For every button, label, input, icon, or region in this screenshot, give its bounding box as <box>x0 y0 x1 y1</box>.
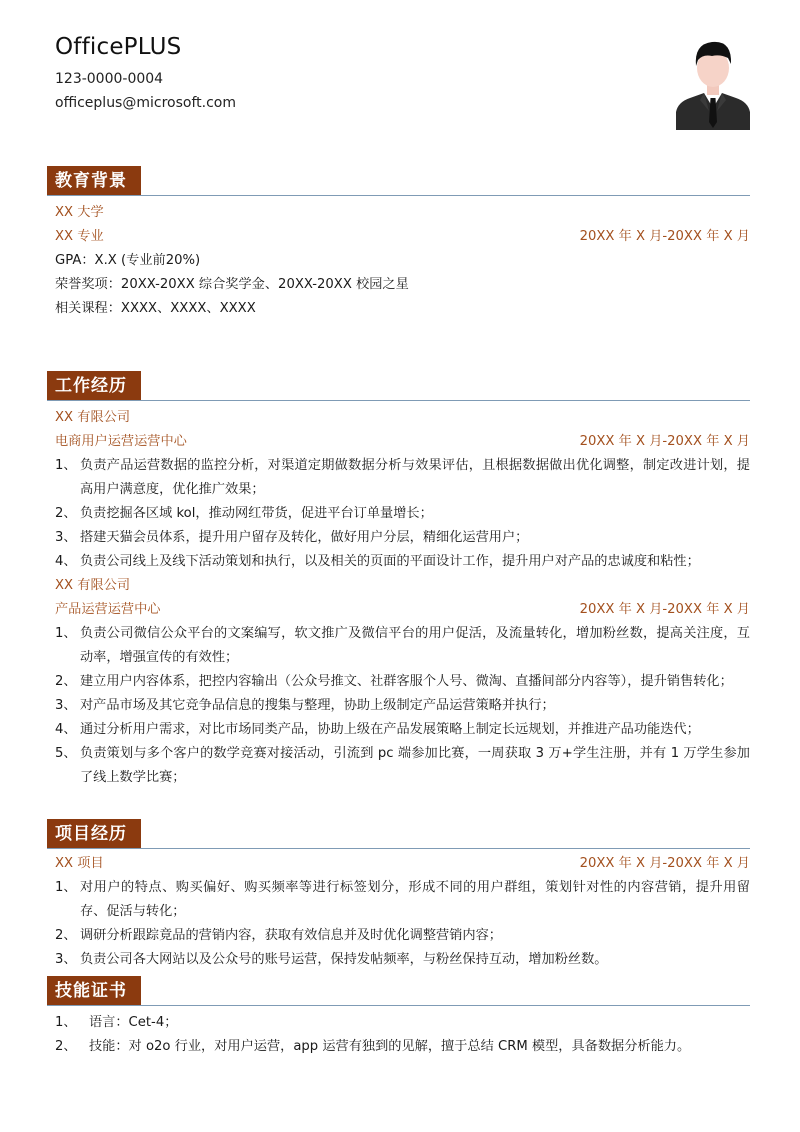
list-item: 4、 通过分析用户需求，对比市场同类产品，协助上级在产品发展策略上制定长远规划，并推进产品功能迭代； <box>55 722 700 737</box>
list-item: 2、 技能：对 o2o 行业，对用户运营，app 运营有独到的见解，擅于总结 CRM 模型，具备数据分析能力。 <box>55 1039 691 1054</box>
section-title: 项目经历 <box>47 819 141 849</box>
list-item: 4、 负责公司线上及线下活动策划和执行，以及相关的页面的平面设计工作，提升用户对产品的忠诚度和粘性； <box>55 554 700 569</box>
phone-number: 123-0000-0004 <box>55 71 164 87</box>
skills-section <box>47 976 750 1059</box>
section-title: 工作经历 <box>47 371 141 401</box>
candidate-name: OfficePLUS <box>55 34 182 60</box>
section-header <box>47 976 750 1006</box>
list-item: 1、 对用户的特点、购买偏好、购买频率等进行标签划分，形成不同的用户群组，策划针对性的内容营销，提升用留存、促活与转化； <box>55 880 750 919</box>
company-name: XX 有限公司 <box>55 578 131 593</box>
work-section <box>47 371 750 790</box>
education-section <box>47 166 750 321</box>
job-role: 电商用户运营运营中心 <box>55 434 187 449</box>
gpa-line: GPA：X.X (专业前20%) <box>55 253 201 268</box>
list-item: 1、 负责公司微信公众平台的文案编写，软文推广及微信平台的用户促活，及流量转化，增加粉丝数，提高关注度，互动率，增强宣传的有效性； <box>55 626 750 665</box>
section-divider <box>47 1005 750 1006</box>
education-date: 20XX 年 X 月-20XX 年 X 月 <box>579 229 750 244</box>
project-section <box>47 819 750 972</box>
job-date: 20XX 年 X 月-20XX 年 X 月 <box>579 434 750 449</box>
section-header <box>47 166 750 196</box>
section-header <box>47 371 750 401</box>
section-title: 技能证书 <box>47 976 141 1006</box>
major-name: XX 专业 <box>55 229 104 244</box>
section-divider <box>47 195 750 196</box>
list-item: 2、 负责挖掘各区域 kol，推动网红带货，促进平台订单量增长； <box>55 506 433 521</box>
person-avatar-icon <box>676 32 750 130</box>
list-item: 2、 建立用户内容体系，把控内容输出（公众号推文、社群客服个人号、微淘、直播间部分内容等），提升销售转化； <box>55 674 733 689</box>
job-date: 20XX 年 X 月-20XX 年 X 月 <box>579 602 750 617</box>
list-item: 2、 调研分析跟踪竟品的营销内容，获取有效信息并及时优化调整营销内容； <box>55 928 502 943</box>
list-item: 3、 负责公司各大网站以及公众号的账号运营，保持发帖频率，与粉丝保持互动，增加粉丝数。 <box>55 952 608 967</box>
honors-line: 荣誉奖项：20XX-20XX 综合奖学金、20XX-20XX 校园之星 <box>55 277 409 292</box>
courses-line: 相关课程：XXXX、XXXX、XXXX <box>55 301 256 316</box>
job-role: 产品运营运营中心 <box>55 602 161 617</box>
list-item: 1、 负责产品运营数据的监控分析，对渠道定期做数据分析与效果评估，且根据数据做出优化调整，制定改进计划，提高用户满意度，优化推广效果； <box>55 458 750 497</box>
list-item: 5、 负责策划与多个客户的数学竞赛对接活动，引流到 pc 端参加比赛，一周获取 3 万+学生注册，并有 1 万学生参加了线上数学比赛； <box>55 746 750 785</box>
section-header <box>47 819 750 849</box>
company-name: XX 有限公司 <box>55 410 131 425</box>
list-item: 3、 搭建天猫会员体系，提升用户留存及转化，做好用户分层，精细化运营用户； <box>55 530 529 545</box>
project-date: 20XX 年 X 月-20XX 年 X 月 <box>579 856 750 871</box>
school-name: XX 大学 <box>55 205 104 220</box>
section-title: 教育背景 <box>47 166 141 196</box>
section-divider <box>47 400 750 401</box>
email-address: officeplus@microsoft.com <box>55 95 236 111</box>
list-item: 3、 对产品市场及其它竞争品信息的搜集与整理，协助上级制定产品运营策略并执行； <box>55 698 555 713</box>
project-name: XX 项目 <box>55 856 104 871</box>
section-divider <box>47 848 750 849</box>
list-item: 1、 语言：Cet-4； <box>55 1015 178 1030</box>
